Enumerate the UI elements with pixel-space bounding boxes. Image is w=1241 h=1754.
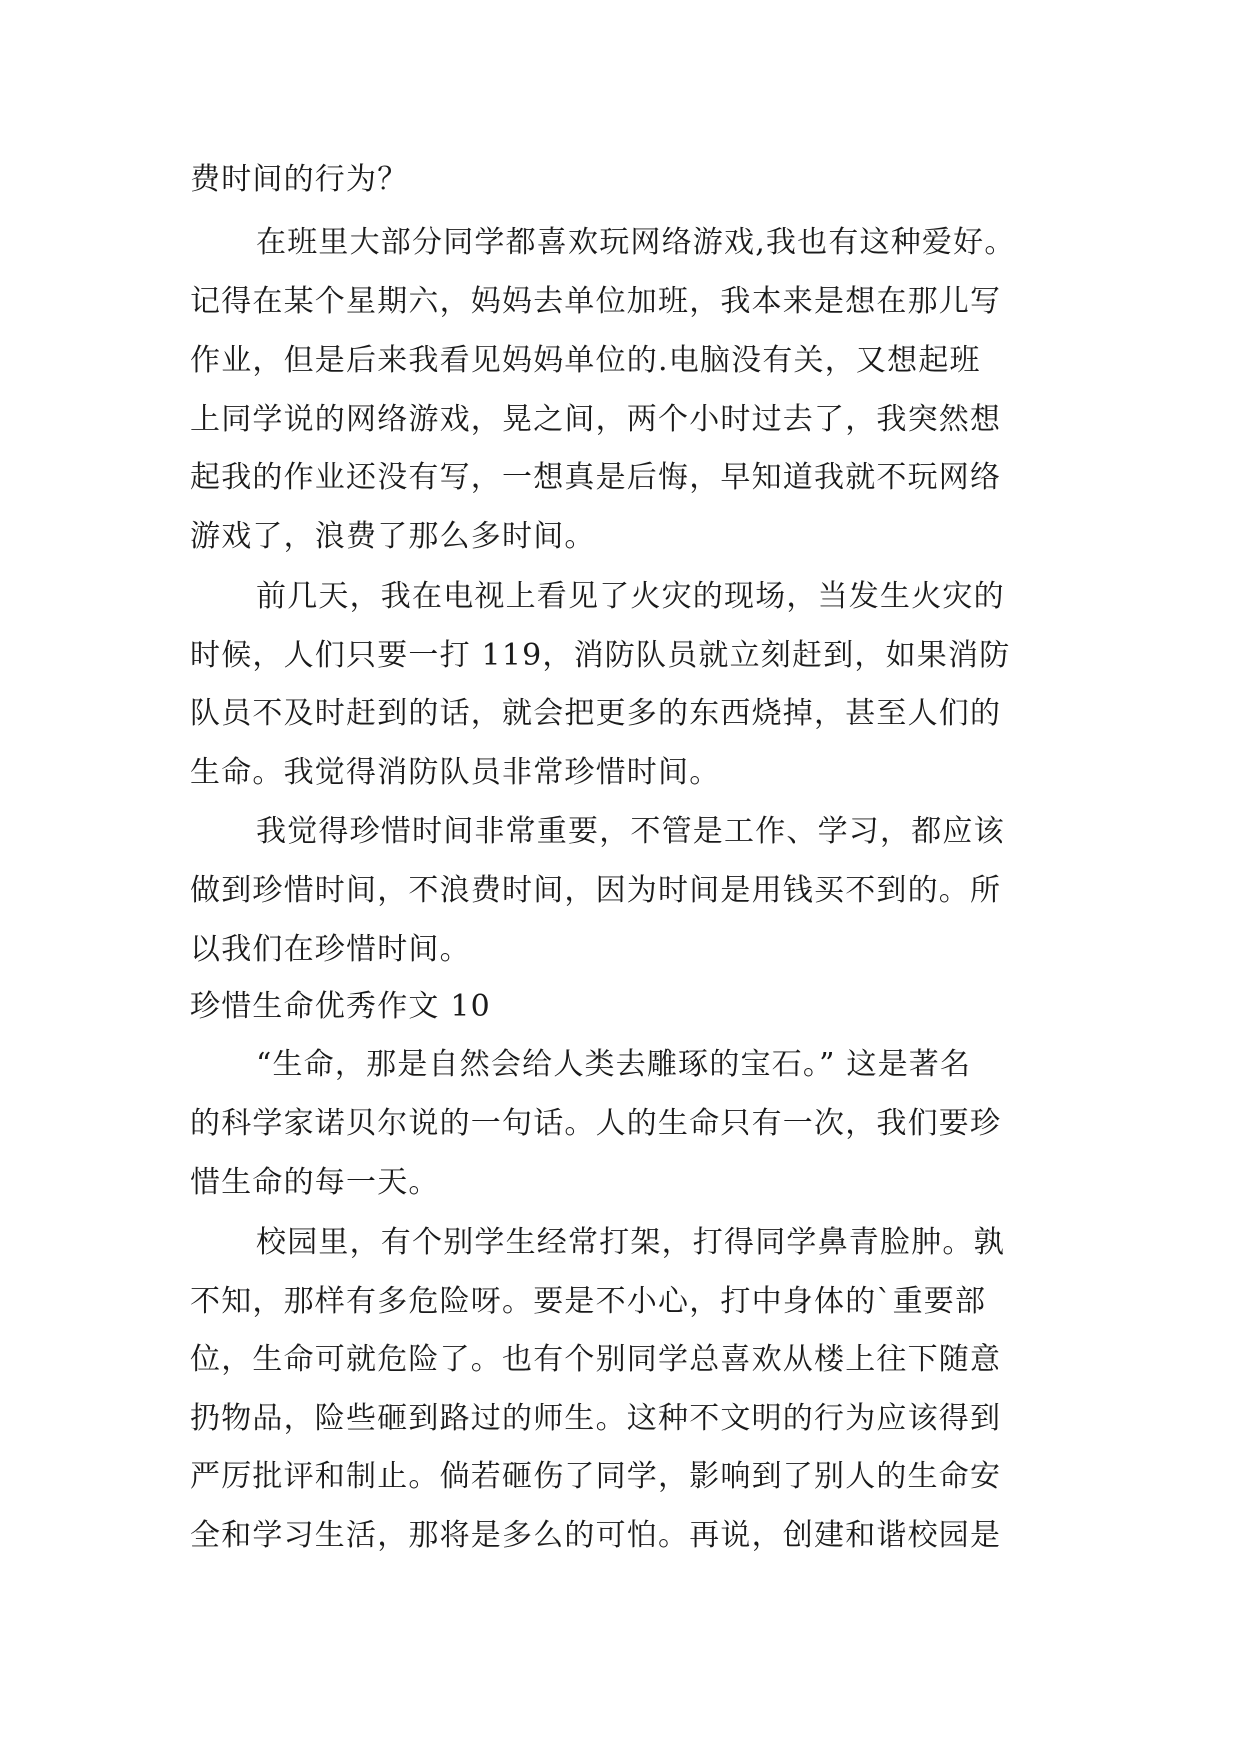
text-line: 费时间的行为？ [190, 162, 409, 197]
text-line: 生命。我觉得消防队员非常珍惜时间。 [190, 755, 721, 790]
paragraph-start-line: 校园里，有个别学生经常打架，打得同学鼻青脸肿。孰 [256, 1225, 1005, 1260]
text-line: 扔物品，险些砸到路过的师生。这种不文明的行为应该得到 [190, 1401, 1002, 1436]
text-line: 做到珍惜时间，不浪费时间，因为时间是用钱买不到的。所 [190, 873, 1002, 908]
paragraph-start-line: “生命，那是自然会给人类去雕琢的宝石。” 这是著名 [256, 1047, 972, 1082]
text-line: 作业，但是后来我看见妈妈单位的.电脑没有关，又想起班 [190, 343, 981, 378]
text-line: 游戏了，浪费了那么多时间。 [190, 519, 596, 554]
section-heading: 珍惜生命优秀作文 10 [190, 989, 491, 1024]
text-line: 位，生命可就危险了。也有个别同学总喜欢从楼上往下随意 [190, 1342, 1002, 1377]
paragraph-start-line: 前几天，我在电视上看见了火灾的现场，当发生火灾的 [256, 579, 1005, 614]
text-line: 全和学习生活，那将是多么的可怕。再说，创建和谐校园是 [190, 1518, 1002, 1553]
text-line: 起我的作业还没有写，一想真是后悔，早知道我就不玩网络 [190, 460, 1002, 495]
text-line: 上同学说的网络游戏，晃之间，两个小时过去了，我突然想 [190, 402, 1002, 437]
text-line: 记得在某个星期六，妈妈去单位加班，我本来是想在那儿写 [190, 284, 1002, 319]
paragraph-start-line: 在班里大部分同学都喜欢玩网络游戏,我也有这种爱好。 [256, 225, 1016, 260]
text-line: 时候，人们只要一打 119，消防队员就立刻赶到，如果消防 [190, 638, 1011, 673]
text-line: 队员不及时赶到的话，就会把更多的东西烧掉，甚至人们的 [190, 696, 1002, 731]
text-line: 严厉批评和制止。倘若砸伤了同学，影响到了别人的生命安 [190, 1459, 1002, 1494]
text-line: 惜生命的每一天。 [190, 1165, 440, 1200]
text-line: 以我们在珍惜时间。 [190, 932, 471, 967]
text-line: 不知，那样有多危险呀。要是不小心，打中身体的`重要部 [190, 1284, 987, 1319]
paragraph-start-line: 我觉得珍惜时间非常重要，不管是工作、学习，都应该 [256, 814, 1005, 849]
text-line: 的科学家诺贝尔说的一句话。人的生命只有一次，我们要珍 [190, 1106, 1002, 1141]
